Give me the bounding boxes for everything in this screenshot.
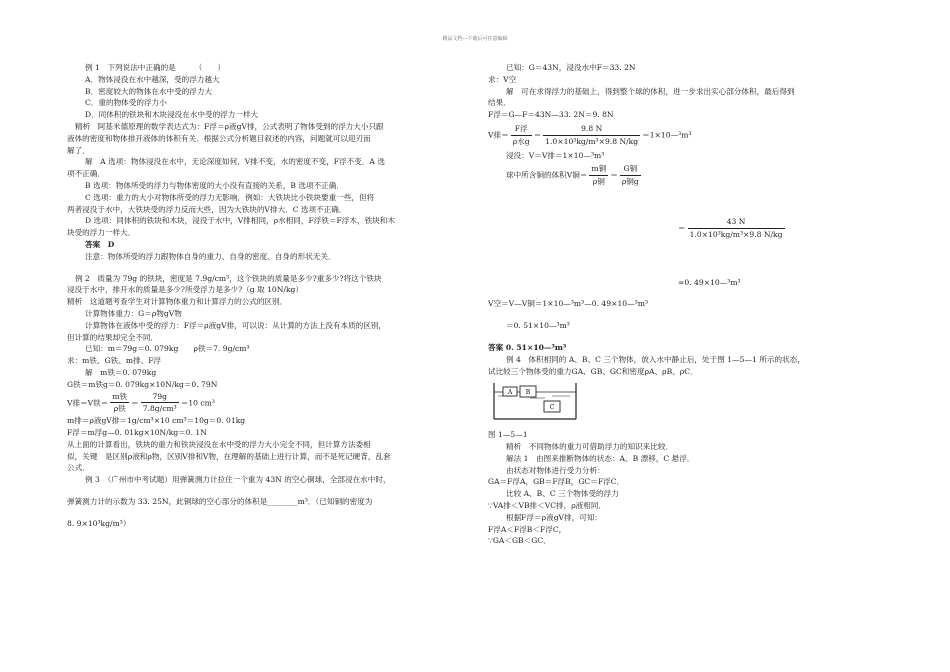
denominator: 1.0×10³kg/m³×9.8 N/kg: [689, 229, 783, 239]
fraction-values: [141, 391, 179, 416]
fraction-g-over-rho-g: [620, 163, 641, 188]
example-4-solution-step: GA＝F浮A，GB＝F浮B，GC＝F浮C．: [488, 477, 625, 487]
hollow-volume: V空＝V—V铜＝1×10—³m³—0. 49×10—³m³: [488, 299, 648, 309]
left-column: [67, 62, 465, 529]
example-3-buoyant-force: F浮＝G—F＝43N—33. 2N＝9. 8N: [488, 110, 614, 120]
example-3-answer: 答案 0. 51×10—³m³: [488, 342, 567, 352]
fraction-values: [543, 123, 640, 148]
example-2-summary: 从上面的计算看出，铁块的重力和铁块浸没在水中受的浮力大小完全不同，但计算方法委相: [67, 439, 371, 449]
example-3-title: 例 3 （广州市中考试题）用弹簧测力计拉住一个重为 43N 的空心铜球，全部浸在水中时，: [85, 475, 391, 485]
example-3-solution-cont: 结果．: [488, 98, 511, 108]
option-c: C．重的物体受的浮力小: [85, 98, 167, 108]
denominator: ρ铜g: [621, 177, 639, 187]
label-a: A: [507, 389, 513, 397]
example-2-title: 例 2 质量为 79g 的铁块，密度是 7.9g/cm³，这个铁块的质量是多少?重多少?将这个铁块: [75, 273, 382, 283]
example-4-title-cont: 试比较三个物体受的重力GA、GB、GC和密度ρA、ρB、ρC．: [488, 366, 698, 376]
example-2-displaced-mass: m排＝ρ液gV排＝1g/cm³×10 cm³＝10g＝0. 01kg: [67, 416, 246, 426]
example-2-solution-mass: 解 m铁＝0. 079kg: [85, 367, 157, 377]
example-2-solution-weight: G铁＝m铁g＝0. 079kg×10N/kg＝0. 79N: [67, 379, 218, 389]
example-1-solution-c-cont: 两者浸没于水中，大铁块受的浮力反而大些，因为大铁块的V排大．C 选项不正确．: [67, 204, 347, 214]
example-2-summary-cont: 似，关键 是区别ρ液和ρ物，区别V排和V物，在理解的基础上进行计算，而不是死记硬背，乱套: [67, 451, 391, 461]
example-2-volume-formula: V排＝V铁＝ $\frac{\text{m铁}}{\text{ρ铁}}$ ＝ $\frac{79g}{\text{7.8g/cm³}}$ ＝10 cm³: [67, 391, 215, 414]
example-1-analysis-cont: 解了．: [67, 145, 90, 155]
example-4-solution-step: ∵VA排＜VB排＜VC排，ρ液相同．: [488, 500, 607, 510]
example-2-analysis: 精析 这道题考查学生对计算物体重力和计算浮力的公式的区别．: [67, 297, 288, 307]
example-2-summary-cont: 公式．: [67, 463, 90, 473]
example-3-known: 已知：G＝43N，浸没水中F＝33. 2N: [506, 63, 636, 72]
example-1-solution-a: 解 A 选项：物体浸没在水中，无论深度如何，V排不变，水的密度不变，F浮不变．A 选: [85, 157, 385, 167]
copper-volume-result: ≈0. 49×10—³m³: [678, 277, 741, 287]
example-4-solution-step: 根据F浮＝ρ液gV排，可知：: [506, 512, 603, 522]
example-2-title-cont: 浸没于水中，排开水的质量是多少?所受浮力是多少?（g 取 10N/kg）: [67, 285, 304, 295]
example-2-known: 已知：m＝79g＝0. 079kg ρ铁＝7. 9g/cm³: [85, 344, 250, 354]
example-1-analysis: 精析 阿基米德原理的数学表达式为：F浮＝ρ液gV排，公式表明了物体受到的浮力大小只跟: [75, 121, 384, 131]
numerator: 9.8 N: [543, 123, 640, 136]
example-1-analysis-cont: 液体的密度和物体排开液体的体积有关．根据公式分析题目叙述的内容，问题就可以迎刃而: [67, 133, 371, 143]
denominator: ρ铁: [113, 404, 126, 414]
example-1-solution-c: C 选项：重力的大小对物体所受的浮力无影响．例如：大铁块比小铁块要重一些，但将: [85, 192, 375, 202]
numerator: m铁: [110, 391, 129, 404]
label-b: B: [525, 389, 531, 397]
right-column: [488, 62, 886, 547]
copper-volume-values: ＝ $\frac{43 N}{\text{1.0×10³kg/m³×9.8 N/kg}}$: [678, 216, 783, 239]
copper-volume-lhs: 球中所含铜的体积V铜＝: [506, 170, 588, 180]
figure-caption: 图 1—5—1: [488, 430, 528, 440]
volume-result: ＝1×10—³m³: [642, 130, 692, 140]
example-4-solution-step: 由状态对物体进行受力分析：: [506, 465, 605, 475]
example-3-title-cont: 弹簧测力计的示数为 33. 25N，此铜球的空心部分的体积是________m³．（已知铜的密度为: [67, 496, 373, 506]
example-4-analysis: 精析 不同物体的重力可借助浮力的知识来比较．: [506, 441, 674, 451]
numerator: 43 N: [688, 216, 785, 229]
denominator: ρ水g: [512, 136, 530, 146]
hollow-volume-result: ＝0. 51×10—³m³: [506, 321, 570, 331]
example-4-solution: 解法 1 由图来推断物体的状态：A、B 漂移，C 悬浮．: [506, 453, 695, 463]
numerator: F浮: [511, 123, 532, 136]
example-4-solution-step: 比较 A、B、C 三个物体受的浮力: [506, 489, 619, 499]
volume-lhs: V排＝: [488, 130, 509, 140]
immersed-volume: 浸没：V＝V排＝1×10—³m³: [506, 150, 605, 160]
figure-1-5-1: [490, 379, 886, 425]
denominator: 7.8g/cm³: [142, 404, 177, 414]
option-d: D．同体积的铁块和木块浸没在水中受的浮力一样大: [85, 110, 259, 120]
example-2-buoyancy-formula: 计算物体在液体中受的浮力：F浮＝ρ液gV排，可以说：从计算的方法上没有本质的区别，: [85, 320, 387, 330]
water-container-figure: [490, 379, 580, 421]
example-1-solution-a-cont: 项不正确．: [67, 169, 105, 179]
example-2-buoyant-force: F浮＝m浮g—0. 01kg×10N/kg＝0. 1N: [67, 427, 207, 437]
example-3-find: 求：V空: [488, 74, 517, 84]
example-1-answer: 答案 D: [85, 239, 115, 249]
example-1-note: 注意：物体所受的浮力跟物体自身的重力、自身的密度、自身的形状无关．: [85, 251, 336, 261]
example-1-solution-d-cont: 块受的浮力一样大．: [67, 228, 136, 238]
denominator: ρ铜: [592, 177, 605, 187]
fraction-m-over-rho: [110, 391, 129, 416]
option-a: A．物体浸没在水中越深，受的浮力越大: [85, 74, 220, 84]
example-1-solution-d: D 选项：同体积的铁块和木块，浸没于水中，V排相同，ρ水相同，F浮铁＝F浮木，铁块和木: [85, 216, 395, 226]
copper-volume-formula: 球中所含铜的体积V铜＝ $\frac{\text{m铜}}{\text{ρ铜}}$ ＝ $\frac{\text{G铜}}{\text{ρ铜g}}$: [506, 164, 639, 187]
fraction-m-over-rho: [589, 163, 608, 188]
option-b: B．密度较大的物体在水中受的浮力大: [85, 86, 213, 96]
numerator: 79g: [141, 391, 179, 404]
volume-lhs: V排＝V铁＝: [67, 397, 109, 407]
label-c: C: [549, 404, 555, 412]
example-4-solution-step: ∵GA＜GB＜GC．: [488, 536, 551, 546]
example-1-title: 例 1 下列说法中正确的是 （ ）: [85, 63, 226, 72]
example-4-solution-step: F浮A＜F浮B＜F浮C，: [488, 524, 567, 534]
example-2-buoyancy-cont: 但计算的结果却完全不同．: [67, 332, 159, 342]
page-header: 精品文档---下载后可任意编辑: [442, 36, 508, 42]
fraction-f-over-rho-g: [511, 123, 532, 148]
denominator: 1.0×10³kg/m³×9.8 N/kg: [545, 136, 639, 146]
fraction-values: [688, 216, 785, 241]
numerator: G铜: [620, 163, 641, 176]
example-2-gravity-formula: 计算物体重力：G＝ρ物gV物: [85, 308, 182, 318]
example-3-displaced-volume: V排＝ $\frac{\text{F浮}}{\text{ρ水g}}$ ＝ $\frac{9.8 N}{\text{1.0×10³kg/m³×9.8 N/kg}}$ ＝1×10—³m³: [488, 123, 692, 146]
volume-result: ＝10 cm³: [180, 397, 215, 407]
example-1-solution-b: B 选项：物体所受的浮力与物体密度的大小没有直接的关系，B 选项不正确．: [85, 180, 344, 190]
numerator: m铜: [589, 163, 608, 176]
example-3-title-cont: 8. 9×10³kg/m³）: [67, 518, 131, 528]
example-4-title: 例 4 体积相同的 A、B、C 三个物体，放入水中静止后，处于图 1—5—1 所示的状态，: [506, 354, 805, 364]
example-3-solution: 解 可在求得浮力的基础上，得到整个球的体积，进一步求出实心部分体积，最后得到: [506, 86, 795, 96]
example-2-find: 求：m铁、G铁、m排、F浮: [67, 356, 162, 366]
